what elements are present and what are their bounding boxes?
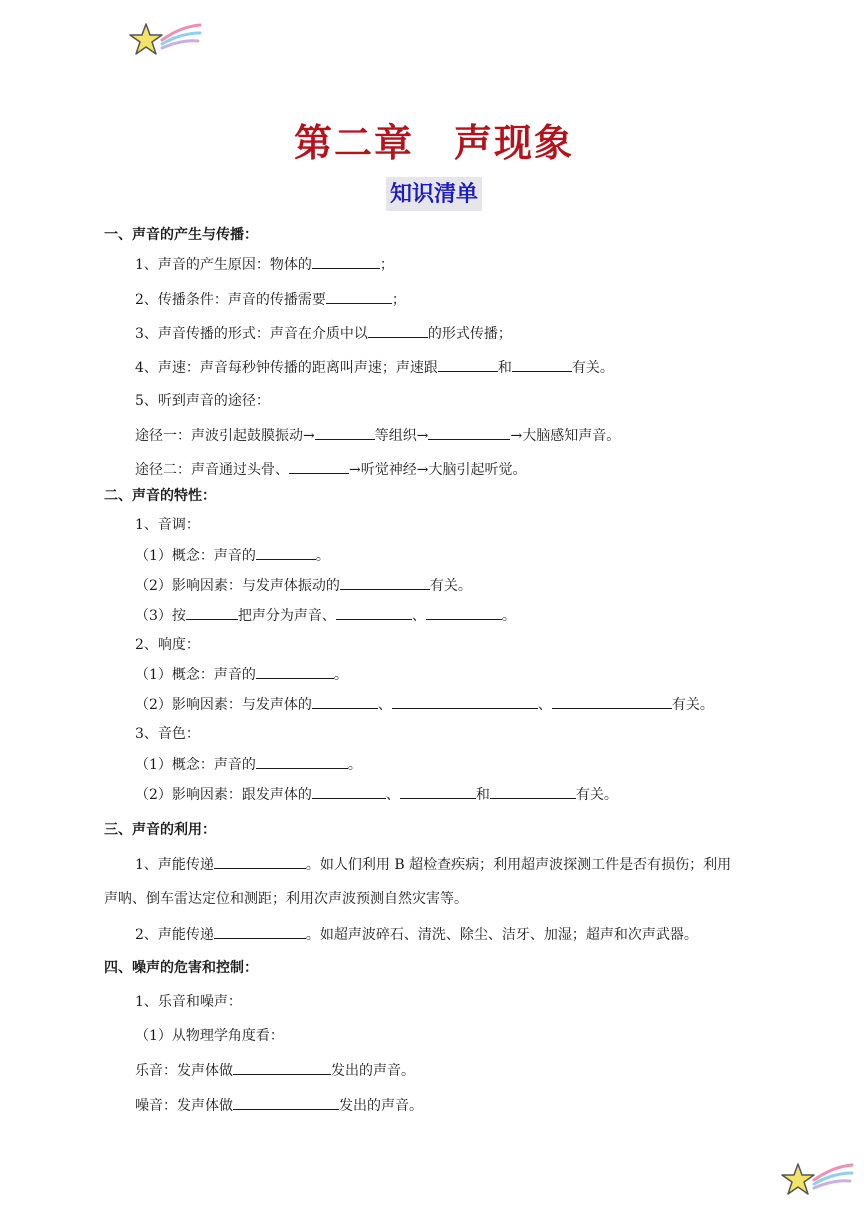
text-line: 4、声速：声音每秒钟传播的距离叫声速；声速跟 和 有关。 [135,357,614,378]
fill-blank [392,694,538,709]
section-heading: 三、声音的利用： [104,822,216,838]
fill-blank [438,357,498,372]
fill-blank [256,754,348,769]
section-heading: 四、噪声的危害和控制： [104,960,258,976]
text-line: 途径一：声波引起鼓膜振动→ 等组织→ →大脑感知声音。 [135,425,620,446]
page-subtitle: 知识清单 [386,177,482,211]
fill-blank [312,254,380,269]
text-line: （2）影响因素：与发声体振动的 有关。 [135,575,472,596]
fill-blank [368,323,428,338]
subtitle-wrap [0,177,868,211]
fill-blank [256,545,316,560]
text-line: 1、声音的产生原因：物体的 ； [135,254,394,275]
fill-blank [214,924,306,939]
text-line: 3、声音传播的形式：声音在介质中以 的形式传播； [135,323,512,344]
text-line: 噪音：发声体做 发出的声音。 [135,1095,423,1116]
fill-blank [186,605,238,620]
fill-blank [490,784,576,799]
fill-blank [400,784,476,799]
section-heading: 二、声音的特性： [104,488,216,504]
text-line: （2）影响因素：与发声体的 、 、 有关。 [135,694,714,715]
fill-blank [233,1060,331,1075]
fill-blank [426,605,502,620]
fill-blank [256,664,334,679]
shooting-star-icon [776,1158,856,1204]
text-line: 1、声能传递 。如人们利用 B 超检查疾病；利用超声波探测工件是否有损伤；利用 [135,854,731,875]
text-line: 1、音调： [135,517,200,533]
fill-blank [315,425,375,440]
text-line: 声呐、倒车雷达定位和测距；利用次声波预测自然灾害等。 [104,891,468,907]
fill-blank [312,784,386,799]
text-line: 途径二：声音通过头骨、 →听觉神经→大脑引起听觉。 [135,459,526,480]
shooting-star-icon [124,18,204,64]
page-title: 第二章 声现象 [293,120,574,165]
text-line: 2、响度： [135,637,200,653]
text-line: 5、听到声音的途径： [135,393,270,409]
section-heading: 一、声音的产生与传播： [104,227,258,243]
text-line: 乐音：发声体做 发出的声音。 [135,1060,415,1081]
text-line: （1）概念：声音的 。 [135,545,330,566]
text-line: 1、乐音和噪声： [135,994,242,1010]
fill-blank [340,575,430,590]
fill-blank [336,605,412,620]
fill-blank [233,1095,339,1110]
text-line: （3）按 把声分为声音、 、 。 [135,605,516,626]
fill-blank [214,854,306,869]
text-line: 2、传播条件：声音的传播需要 ； [135,289,406,310]
fill-blank [512,357,572,372]
fill-blank [326,289,392,304]
fill-blank [552,694,672,709]
text-line: （1）概念：声音的 。 [135,664,348,685]
fill-blank [428,425,510,440]
text-line: （1）概念：声音的 。 [135,754,362,775]
text-line: 3、音色： [135,726,200,742]
text-line: 2、声能传递 。如超声波碎石、清洗、除尘、洁牙、加湿；超声和次声武器。 [135,924,698,945]
text-line: （2）影响因素：跟发声体的 、 和 有关。 [135,784,618,805]
fill-blank [289,459,349,474]
fill-blank [312,694,378,709]
text-line: （1）从物理学角度看： [135,1028,284,1044]
